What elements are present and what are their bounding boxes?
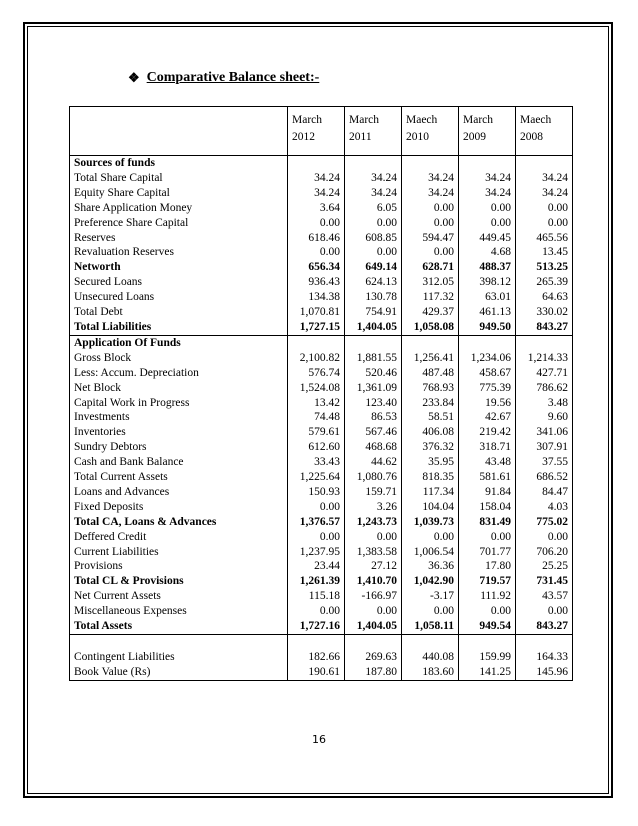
column-header-year: 2011 [349,131,372,143]
spacer-cell [402,635,459,651]
row-label: Networth [70,260,288,275]
table-row [70,574,573,589]
row-label: Total Share Capital [70,171,288,186]
value-cell: 58.51 [402,410,459,425]
value-cell: 42.67 [459,410,516,425]
table-row [70,515,573,530]
section-heading [128,70,319,86]
value-cell: 23.44 [288,559,345,574]
table-row [70,559,573,574]
value-cell: 43.48 [459,455,516,470]
table-row [70,381,573,396]
column-header-month: Maech [520,114,552,126]
value-cell: 37.55 [516,455,573,470]
value-cell: 0.00 [516,530,573,545]
row-label: Total CA, Loans & Advances [70,515,288,530]
row-label: Inventories [70,425,288,440]
value-cell: 1,039.73 [402,515,459,530]
value-cell: 0.00 [288,604,345,619]
value-cell: 628.71 [402,260,459,275]
value-cell: 440.08 [402,650,459,665]
value-cell: 567.46 [345,425,402,440]
column-header [402,107,459,156]
table-row [70,351,573,366]
value-cell: 1,404.05 [345,619,402,634]
value-cell: 1,080.76 [345,470,402,485]
value-cell: 91.84 [459,485,516,500]
row-label: Net Block [70,381,288,396]
value-cell: 164.33 [516,650,573,665]
value-cell: 187.80 [345,665,402,680]
row-label: Total Debt [70,305,288,320]
balance-sheet-table [69,106,573,681]
row-label: Gross Block [70,351,288,366]
value-cell: 843.27 [516,320,573,335]
column-header-year: 2008 [520,131,543,143]
value-cell: 0.00 [345,216,402,231]
value-cell: 34.24 [288,186,345,201]
value-cell: 1,727.15 [288,320,345,335]
value-cell: 34.24 [345,186,402,201]
value-cell: 0.00 [345,604,402,619]
row-label: Secured Loans [70,275,288,290]
value-cell: 949.54 [459,619,516,634]
value-cell: 34.24 [402,171,459,186]
section-title-row [70,335,573,350]
value-cell: 1,058.11 [402,619,459,634]
spacer-cell [288,635,345,651]
value-cell: 4.68 [459,245,516,260]
table-row [70,485,573,500]
value-cell: 649.14 [345,260,402,275]
value-cell: 158.04 [459,500,516,515]
value-cell: 34.24 [459,171,516,186]
value-cell: 1,410.70 [345,574,402,589]
value-cell: 406.08 [402,425,459,440]
value-cell: 612.60 [288,440,345,455]
value-cell: 0.00 [459,530,516,545]
row-label: Book Value (Rs) [70,665,288,680]
value-cell: 330.02 [516,305,573,320]
spacer-cell [402,156,459,171]
value-cell: 581.61 [459,470,516,485]
value-cell: 3.26 [345,500,402,515]
value-cell: 731.45 [516,574,573,589]
row-label: Investments [70,410,288,425]
value-cell: 44.62 [345,455,402,470]
value-cell: 0.00 [402,216,459,231]
section-title: Sources of funds [70,156,288,171]
value-cell: 4.03 [516,500,573,515]
value-cell: 141.25 [459,665,516,680]
value-cell: 579.61 [288,425,345,440]
spacer-cell [402,335,459,350]
value-cell: 150.93 [288,485,345,500]
table-row [70,545,573,560]
spacer-cell [459,635,516,651]
value-cell: 775.02 [516,515,573,530]
column-header-month: Maech [406,114,438,126]
value-cell: 34.24 [516,186,573,201]
table-row [70,305,573,320]
row-label: Equity Share Capital [70,186,288,201]
value-cell: 0.00 [288,530,345,545]
value-cell: 465.56 [516,231,573,246]
page-number: 16 [312,733,326,746]
value-cell: 488.37 [459,260,516,275]
value-cell: 64.63 [516,290,573,305]
value-cell: 25.25 [516,559,573,574]
value-cell: 1,234.06 [459,351,516,366]
value-cell: 949.50 [459,320,516,335]
row-label: Total Liabilities [70,320,288,335]
table-row [70,455,573,470]
row-label: Sundry Debtors [70,440,288,455]
value-cell: 487.48 [402,366,459,381]
value-cell: 3.64 [288,201,345,216]
value-cell: 0.00 [288,245,345,260]
spacer-cell [516,635,573,651]
table-row [70,201,573,216]
table-row [70,530,573,545]
row-label: Less: Accum. Depreciation [70,366,288,381]
value-cell: 1,727.16 [288,619,345,634]
value-cell: 1,261.39 [288,574,345,589]
row-label: Miscellaneous Expenses [70,604,288,619]
value-cell: 111.92 [459,589,516,604]
header-label-cell [70,107,288,156]
value-cell: 1,058.08 [402,320,459,335]
row-label: Deffered Credit [70,530,288,545]
row-label: Total Current Assets [70,470,288,485]
column-header [345,107,402,156]
value-cell: 1,237.95 [288,545,345,560]
row-label: Preference Share Capital [70,216,288,231]
value-cell: 831.49 [459,515,516,530]
value-cell: 449.45 [459,231,516,246]
value-cell: 63.01 [459,290,516,305]
value-cell: 0.00 [402,530,459,545]
value-cell: -3.17 [402,589,459,604]
column-header [516,107,573,156]
diamond-bullet-icon: ❖ [128,70,140,85]
value-cell: 701.77 [459,545,516,560]
table-row [70,619,573,634]
value-cell: 398.12 [459,275,516,290]
table-row [70,589,573,604]
column-header [459,107,516,156]
value-cell: 1,361.09 [345,381,402,396]
value-cell: 183.60 [402,665,459,680]
spacer-cell [516,335,573,350]
value-cell: 1,070.81 [288,305,345,320]
value-cell: 190.61 [288,665,345,680]
table-row [70,604,573,619]
value-cell: 0.00 [345,245,402,260]
value-cell: 35.95 [402,455,459,470]
value-cell: 0.00 [459,604,516,619]
value-cell: 134.38 [288,290,345,305]
value-cell: 468.68 [345,440,402,455]
value-cell: 656.34 [288,260,345,275]
value-cell: 576.74 [288,366,345,381]
value-cell: 265.39 [516,275,573,290]
row-label: Reserves [70,231,288,246]
table-row [70,470,573,485]
row-label: Total Assets [70,619,288,634]
value-cell: 936.43 [288,275,345,290]
row-label: Current Liabilities [70,545,288,560]
value-cell: 27.12 [345,559,402,574]
value-cell: 0.00 [345,530,402,545]
spacer-cell [516,156,573,171]
table-row [70,320,573,335]
value-cell: 461.13 [459,305,516,320]
spacer-cell [70,635,288,651]
value-cell: 341.06 [516,425,573,440]
table-row [70,186,573,201]
value-cell: 3.48 [516,396,573,411]
value-cell: 13.45 [516,245,573,260]
value-cell: 86.53 [345,410,402,425]
table-row [70,396,573,411]
column-header-year: 2012 [292,131,315,143]
value-cell: 0.00 [402,245,459,260]
value-cell: 0.00 [516,201,573,216]
value-cell: 0.00 [516,604,573,619]
value-cell: 36.36 [402,559,459,574]
row-label: Share Application Money [70,201,288,216]
column-header-month: March [349,114,380,126]
value-cell: 307.91 [516,440,573,455]
value-cell: 1,256.41 [402,351,459,366]
column-header-month: March [463,114,494,126]
value-cell: 34.24 [516,171,573,186]
value-cell: 130.78 [345,290,402,305]
heading-title: Comparative Balance sheet:- [146,70,320,85]
row-label: Cash and Bank Balance [70,455,288,470]
spacer-cell [345,156,402,171]
value-cell: 719.57 [459,574,516,589]
value-cell: 520.46 [345,366,402,381]
table-row [70,366,573,381]
value-cell: 33.43 [288,455,345,470]
value-cell: 429.37 [402,305,459,320]
value-cell: 9.60 [516,410,573,425]
value-cell: 1,243.73 [345,515,402,530]
value-cell: 0.00 [459,201,516,216]
value-cell: 117.32 [402,290,459,305]
value-cell: 458.67 [459,366,516,381]
value-cell: 123.40 [345,396,402,411]
spacer-cell [459,156,516,171]
row-label: Provisions [70,559,288,574]
value-cell: 2,100.82 [288,351,345,366]
value-cell: 843.27 [516,619,573,634]
value-cell: 19.56 [459,396,516,411]
value-cell: 1,376.57 [288,515,345,530]
value-cell: 768.93 [402,381,459,396]
spacer-cell [288,335,345,350]
value-cell: 1,881.55 [345,351,402,366]
value-cell: 159.99 [459,650,516,665]
row-label: Revaluation Reserves [70,245,288,260]
row-label: Net Current Assets [70,589,288,604]
spacer-cell [288,156,345,171]
value-cell: 594.47 [402,231,459,246]
value-cell: 786.62 [516,381,573,396]
value-cell: 0.00 [402,201,459,216]
table-row [70,425,573,440]
table-row [70,275,573,290]
column-header-year: 2010 [406,131,429,143]
section-title: Application Of Funds [70,335,288,350]
value-cell: 159.71 [345,485,402,500]
value-cell: 608.85 [345,231,402,246]
value-cell: 219.42 [459,425,516,440]
value-cell: 754.91 [345,305,402,320]
column-header-year: 2009 [463,131,486,143]
value-cell: 104.04 [402,500,459,515]
row-label: Unsecured Loans [70,290,288,305]
value-cell: 318.71 [459,440,516,455]
table-row [70,216,573,231]
value-cell: 376.32 [402,440,459,455]
value-cell: 1,404.05 [345,320,402,335]
table-row [70,171,573,186]
row-label: Fixed Deposits [70,500,288,515]
value-cell: 34.24 [459,186,516,201]
value-cell: 624.13 [345,275,402,290]
section-title-row [70,156,573,171]
value-cell: 1,042.90 [402,574,459,589]
table-row [70,245,573,260]
value-cell: 182.66 [288,650,345,665]
row-label: Contingent Liabilities [70,650,288,665]
value-cell: 1,214.33 [516,351,573,366]
value-cell: 1,225.64 [288,470,345,485]
value-cell: 0.00 [516,216,573,231]
table-row [70,440,573,455]
column-header-month: March [292,114,323,126]
value-cell: 13.42 [288,396,345,411]
value-cell: 1,383.58 [345,545,402,560]
row-label: Capital Work in Progress [70,396,288,411]
value-cell: 0.00 [402,604,459,619]
value-cell: 34.24 [345,171,402,186]
value-cell: 0.00 [288,216,345,231]
spacer-cell [459,335,516,350]
value-cell: 618.46 [288,231,345,246]
value-cell: 34.24 [402,186,459,201]
value-cell: 0.00 [288,500,345,515]
value-cell: 269.63 [345,650,402,665]
table-row [70,290,573,305]
value-cell: 145.96 [516,665,573,680]
value-cell: 117.34 [402,485,459,500]
table-header-row [70,107,573,156]
value-cell: 17.80 [459,559,516,574]
table-row [70,500,573,515]
spacer-cell [345,335,402,350]
value-cell: 34.24 [288,171,345,186]
table-row [70,260,573,275]
value-cell: 427.71 [516,366,573,381]
value-cell: 6.05 [345,201,402,216]
row-label: Total CL & Provisions [70,574,288,589]
value-cell: 74.48 [288,410,345,425]
value-cell: 818.35 [402,470,459,485]
table-row [70,410,573,425]
table-row [70,665,573,680]
value-cell: 706.20 [516,545,573,560]
value-cell: 1,524.08 [288,381,345,396]
value-cell: 312.05 [402,275,459,290]
column-header [288,107,345,156]
value-cell: 115.18 [288,589,345,604]
value-cell: 0.00 [459,216,516,231]
value-cell: -166.97 [345,589,402,604]
table-row [70,650,573,665]
value-cell: 686.52 [516,470,573,485]
value-cell: 43.57 [516,589,573,604]
value-cell: 775.39 [459,381,516,396]
value-cell: 513.25 [516,260,573,275]
row-label: Loans and Advances [70,485,288,500]
spacer-row [70,635,573,651]
spacer-cell [345,635,402,651]
value-cell: 1,006.54 [402,545,459,560]
table-row [70,231,573,246]
value-cell: 233.84 [402,396,459,411]
value-cell: 84.47 [516,485,573,500]
